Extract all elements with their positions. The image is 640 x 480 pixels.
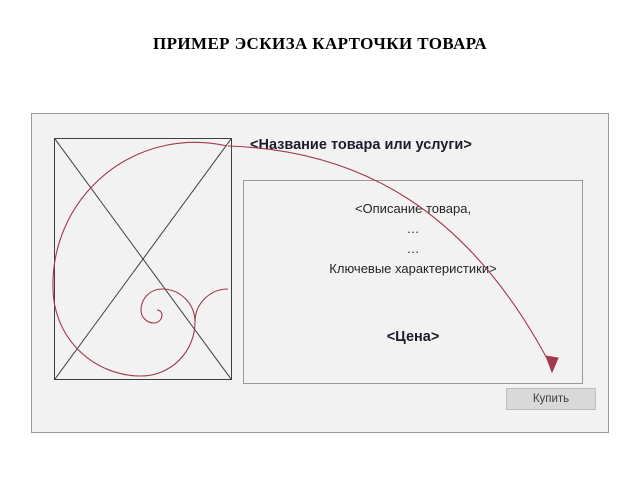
page-title: ПРИМЕР ЭСКИЗА КАРТОЧКИ ТОВАРА <box>152 34 488 53</box>
description-line: <Описание товара, <box>354 201 472 216</box>
crossed-lines-icon <box>55 139 231 379</box>
product-title: <Название товара или услуги> <box>250 137 472 153</box>
description-line: … <box>406 241 420 256</box>
description-text <box>243 199 583 279</box>
buy-button[interactable]: Купить <box>506 388 596 410</box>
description-line: Ключевые характеристики> <box>329 261 497 276</box>
price-label: <Цена> <box>386 329 440 345</box>
image-crossed-box <box>54 138 232 380</box>
description-line: … <box>406 221 420 236</box>
